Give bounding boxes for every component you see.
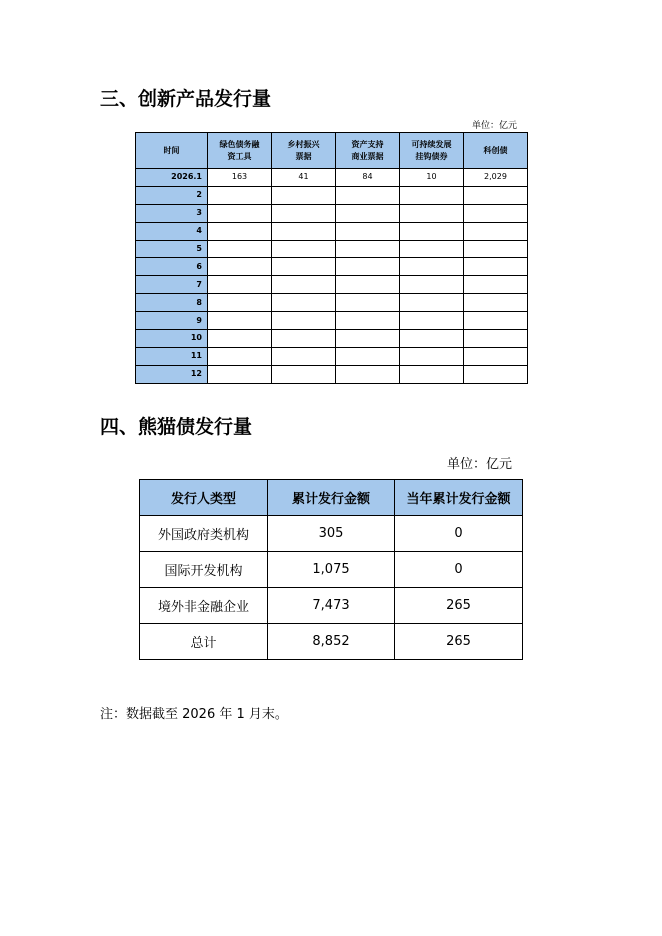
table-cell	[400, 186, 464, 204]
table-cell	[400, 365, 464, 383]
table-cell	[272, 222, 336, 240]
row-label: 8	[136, 294, 208, 312]
table-cell	[208, 222, 272, 240]
table-cell-cumulative: 1,075	[268, 552, 395, 588]
table-cell	[464, 294, 528, 312]
table-cell	[208, 312, 272, 330]
column-header: 累计发行金额	[268, 480, 395, 516]
row-label: 6	[136, 258, 208, 276]
column-header: 科创债	[464, 133, 528, 169]
table-row	[136, 365, 528, 383]
table-cell	[400, 240, 464, 258]
table-cell: 41	[272, 169, 336, 187]
table-cell	[464, 204, 528, 222]
table-cell	[336, 365, 400, 383]
section4-unit: 单位：亿元	[447, 457, 513, 472]
section3-unit: 单位：亿元	[472, 121, 518, 131]
section3-heading: 三、创新产品发行量	[100, 88, 272, 110]
table-cell	[336, 240, 400, 258]
table-row	[136, 186, 528, 204]
table-cell	[400, 330, 464, 348]
footnote: 注：数据截至 2026 年 1 月末。	[100, 707, 288, 722]
table-cell	[464, 347, 528, 365]
table-cell	[400, 204, 464, 222]
table-row	[140, 516, 523, 552]
table-row	[136, 347, 528, 365]
table-cell	[464, 222, 528, 240]
table-header-row	[136, 133, 528, 169]
column-header: 资产支持 商业票据	[336, 133, 400, 169]
column-header: 当年累计发行金额	[395, 480, 523, 516]
table-cell	[400, 294, 464, 312]
table-cell	[208, 276, 272, 294]
table-cell	[272, 276, 336, 294]
table-cell	[464, 258, 528, 276]
column-header: 乡村振兴 票据	[272, 133, 336, 169]
table-cell: 2,029	[464, 169, 528, 187]
table-row	[136, 330, 528, 348]
row-label: 10	[136, 330, 208, 348]
table-row	[136, 222, 528, 240]
table-cell	[272, 347, 336, 365]
table-cell-type: 国际开发机构	[140, 552, 268, 588]
table-cell-cumulative: 305	[268, 516, 395, 552]
table-cell	[400, 258, 464, 276]
table-cell	[272, 240, 336, 258]
row-label: 4	[136, 222, 208, 240]
table-cell-type: 总计	[140, 624, 268, 660]
table-cell	[464, 276, 528, 294]
table-row	[136, 294, 528, 312]
table-row	[136, 169, 528, 187]
table-row	[140, 588, 523, 624]
table-cell	[400, 312, 464, 330]
table-cell-ytd: 265	[395, 624, 523, 660]
table-cell	[208, 294, 272, 312]
table-cell-cumulative: 8,852	[268, 624, 395, 660]
column-header: 可持续发展 挂钩债券	[400, 133, 464, 169]
table-cell-ytd: 0	[395, 552, 523, 588]
table-cell	[208, 240, 272, 258]
table-cell	[336, 186, 400, 204]
table-cell-type: 境外非金融企业	[140, 588, 268, 624]
row-label: 2026.1	[136, 169, 208, 187]
table-cell	[400, 222, 464, 240]
table-cell-cumulative: 7,473	[268, 588, 395, 624]
table-cell	[400, 276, 464, 294]
table-cell	[272, 186, 336, 204]
table-cell	[336, 204, 400, 222]
column-header: 时间	[136, 133, 208, 169]
table-cell	[464, 365, 528, 383]
table-cell	[272, 312, 336, 330]
table-cell	[208, 204, 272, 222]
table-row	[136, 258, 528, 276]
table-cell	[336, 294, 400, 312]
table-cell	[336, 258, 400, 276]
table-row	[136, 240, 528, 258]
table-cell	[208, 186, 272, 204]
table-row	[140, 624, 523, 660]
table-row	[136, 204, 528, 222]
table-cell	[464, 330, 528, 348]
table-cell	[272, 258, 336, 276]
table-cell	[208, 365, 272, 383]
table-cell-ytd: 265	[395, 588, 523, 624]
innovation-products-table	[135, 132, 528, 384]
column-header: 发行人类型	[140, 480, 268, 516]
row-label: 5	[136, 240, 208, 258]
table-cell	[336, 276, 400, 294]
table-cell	[336, 312, 400, 330]
table-cell	[208, 347, 272, 365]
table-cell	[272, 330, 336, 348]
table-cell	[336, 222, 400, 240]
row-label: 7	[136, 276, 208, 294]
row-label: 2	[136, 186, 208, 204]
row-label: 3	[136, 204, 208, 222]
row-label: 11	[136, 347, 208, 365]
row-label: 9	[136, 312, 208, 330]
table-cell	[336, 347, 400, 365]
table-cell	[336, 330, 400, 348]
section4-heading: 四、熊猫债发行量	[100, 416, 253, 438]
table-cell: 10	[400, 169, 464, 187]
table-row	[136, 312, 528, 330]
table-cell	[272, 365, 336, 383]
column-header: 绿色债务融 资工具	[208, 133, 272, 169]
table-cell	[400, 347, 464, 365]
table-cell-ytd: 0	[395, 516, 523, 552]
table-header-row	[140, 480, 523, 516]
table-cell: 84	[336, 169, 400, 187]
table-cell	[464, 186, 528, 204]
table-row	[136, 276, 528, 294]
table-cell	[208, 330, 272, 348]
table-cell	[208, 258, 272, 276]
row-label: 12	[136, 365, 208, 383]
table-cell	[272, 294, 336, 312]
table-cell: 163	[208, 169, 272, 187]
table-cell	[272, 204, 336, 222]
table-row	[140, 552, 523, 588]
panda-bond-table	[139, 479, 523, 660]
table-cell-type: 外国政府类机构	[140, 516, 268, 552]
table-cell	[464, 312, 528, 330]
table-cell	[464, 240, 528, 258]
